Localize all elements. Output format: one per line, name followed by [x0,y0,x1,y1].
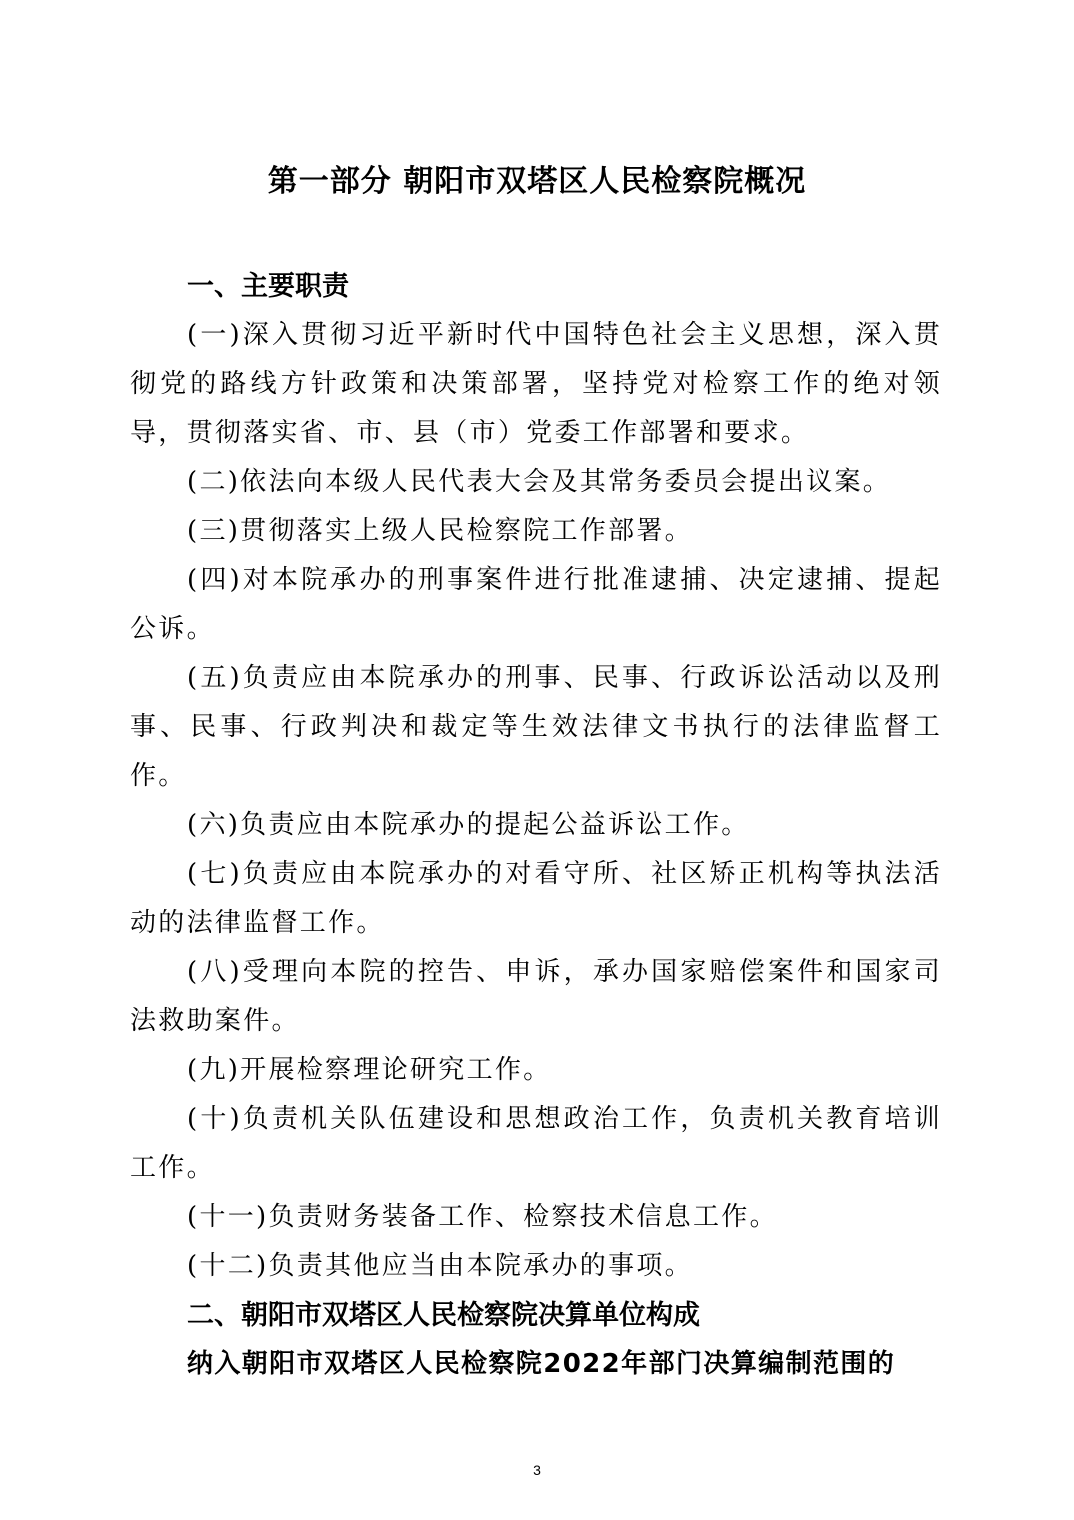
duty-item-9: (九)开展检察理论研究工作。 [187,1055,552,1085]
duty-item-8: (八)受理向本院的控告、申诉，承办国家赔偿案件和国家司法救助案件。 [130,957,942,1036]
page-number: 3 [533,1462,541,1478]
document-body [130,262,942,1389]
duty-item-11: (十一)负责财务装备工作、检察技术信息工作。 [187,1202,778,1232]
section-heading-duties: 一、主要职责 [187,271,349,302]
duty-item-10: (十)负责机关队伍建设和思想政治工作，负责机关教育培训工作。 [130,1104,942,1183]
duty-item-12: (十二)负责其他应当由本院承办的事项。 [187,1251,693,1281]
duty-item-7: (七)负责应由本院承办的对看守所、社区矫正机构等执法活动的法律监督工作。 [130,859,942,938]
duty-item-2: (二)依法向本级人民代表大会及其常务委员会提出议案。 [187,467,892,497]
duty-item-5: (五)负责应由本院承办的刑事、民事、行政诉讼活动以及刑事、民事、行政判决和裁定等生效法律文书执行的法律监督工作。 [130,663,942,791]
page-title: 第一部分 朝阳市双塔区人民检察院概况 [267,164,807,199]
duty-item-6: (六)负责应由本院承办的提起公益诉讼工作。 [187,810,750,840]
duty-item-4: (四)对本院承办的刑事案件进行批准逮捕、决定逮捕、提起公诉。 [130,565,942,644]
units-paragraph: 纳入朝阳市双塔区人民检察院2022年部门决算编制范围的 [187,1349,896,1379]
duty-item-1: (一)深入贯彻习近平新时代中国特色社会主义思想，深入贯彻党的路线方针政策和决策部署，坚持党对检察工作的绝对领导，贯彻落实省、市、县（市）党委工作部署和要求。 [130,320,942,448]
section-heading-units: 二、朝阳市双塔区人民检察院决算单位构成 [187,1300,700,1331]
duty-item-3: (三)贯彻落实上级人民检察院工作部署。 [187,516,693,546]
